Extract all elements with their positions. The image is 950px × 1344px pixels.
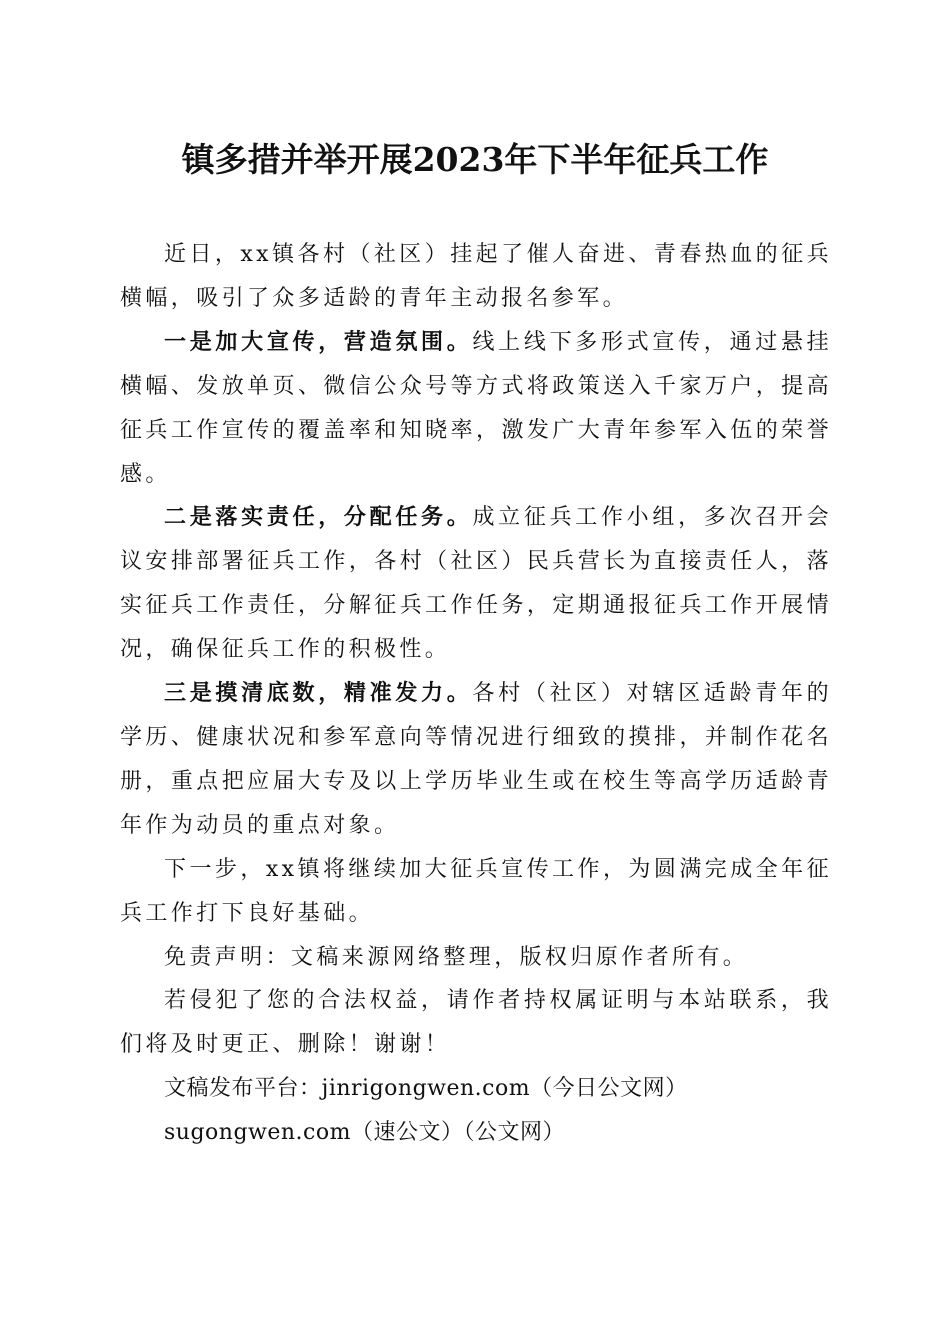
paragraph-platform-primary (120, 1067, 832, 1111)
paragraph-disclaimer (120, 936, 832, 980)
paragraph-point-two (120, 496, 832, 672)
paragraph-text: 近日，xx镇各村（社区）挂起了催人奋进、青春热血的征兵横幅，吸引了众多适龄的青年主动报名参军。 (120, 242, 832, 311)
document-title: 镇多措并举开展2023年下半年征兵工作 (181, 140, 769, 179)
document-body (120, 233, 832, 1155)
paragraph-text: 线上线下多形式宣传，通过悬挂横幅、发放单页、微信公众号等方式将政策送入千家万户，提高征兵工作宣传的覆盖率和知晓率，激发广大青年参军入伍的荣誉感。 (120, 329, 832, 487)
paragraph-infringement-notice (120, 979, 832, 1067)
paragraph-text: 免责声明：文稿来源网络整理，版权归原作者所有。 (164, 944, 749, 970)
paragraph-point-three (120, 672, 832, 848)
paragraph-text: sugongwen.com（速公文）（公文网） (164, 1120, 565, 1146)
paragraph-lead: 一是加大宣传，营造氛围。 (164, 328, 473, 355)
paragraph-point-one (120, 321, 832, 497)
paragraph-text: 成立征兵工作小组，多次召开会议安排部署征兵工作，各村（社区）民兵营长为直接责任人，落实征兵工作责任，分解征兵工作任务，定期通报征兵工作开展情况，确保征兵工作的积极性。 (120, 505, 832, 663)
paragraph-lead: 三是摸清底数，精准发力。 (164, 680, 473, 707)
paragraph-lead: 二是落实责任，分配任务。 (164, 504, 473, 531)
paragraph-intro (120, 233, 832, 321)
paragraph-text: 文稿发布平台：jinrigongwen.com（今日公文网） (164, 1076, 688, 1102)
paragraph-platform-secondary (120, 1111, 832, 1155)
paragraph-text: 若侵犯了您的合法权益，请作者持权属证明与本站联系，我们将及时更正、删除！谢谢！ (120, 988, 832, 1058)
paragraph-text: 各村（社区）对辖区适龄青年的学历、健康状况和参军意向等情况进行细致的摸排，并制作花名册，重点把应届大专及以上学历毕业生或在校生等高学历适龄青年作为动员的重点对象。 (120, 681, 832, 838)
paragraph-text: 下一步，xx镇将继续加大征兵宣传工作，为圆满完成全年征兵工作打下良好基础。 (120, 856, 832, 926)
paragraph-next-step (120, 848, 832, 936)
